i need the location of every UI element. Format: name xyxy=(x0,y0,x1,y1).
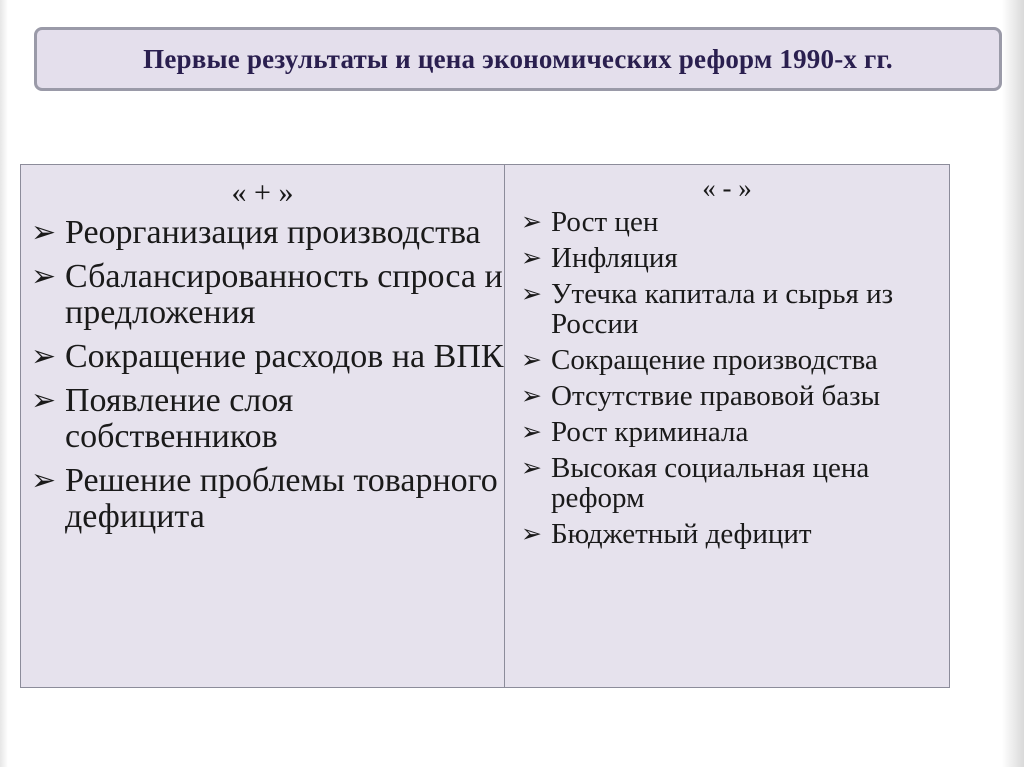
slide-left-edge xyxy=(0,0,8,767)
arrowhead-bullet-icon: ➢ xyxy=(31,383,57,418)
list-item-text: Бюджетный дефицит xyxy=(551,518,812,550)
list-item xyxy=(31,339,504,375)
list-item-text: Отсутствие правовой базы xyxy=(551,380,881,412)
list-item-text: Сокращение расходов на ВПК xyxy=(65,338,504,375)
list-item xyxy=(521,345,949,375)
arrowhead-bullet-icon: ➢ xyxy=(521,207,542,236)
list-item xyxy=(31,215,504,251)
cons-list xyxy=(521,207,949,549)
list-item xyxy=(521,243,949,273)
arrowhead-bullet-icon: ➢ xyxy=(521,453,542,482)
arrowhead-bullet-icon: ➢ xyxy=(31,339,57,374)
list-item xyxy=(31,463,504,535)
arrowhead-bullet-icon: ➢ xyxy=(31,259,57,294)
pros-list xyxy=(31,215,504,535)
arrowhead-bullet-icon: ➢ xyxy=(31,463,57,498)
arrowhead-bullet-icon: ➢ xyxy=(521,243,542,272)
slide-right-edge xyxy=(1002,0,1024,767)
list-item-text: Решение проблемы товарного дефицита xyxy=(65,462,498,535)
list-item xyxy=(521,453,949,513)
arrowhead-bullet-icon: ➢ xyxy=(521,519,542,548)
list-item-text: Появление слоя собственников xyxy=(65,382,294,455)
list-item xyxy=(31,383,504,455)
pros-column xyxy=(21,165,505,687)
arrowhead-bullet-icon: ➢ xyxy=(31,215,57,250)
list-item-text: Рост цен xyxy=(551,206,659,238)
list-item-text: Рост криминала xyxy=(551,416,749,448)
list-item-text: Высокая социальная цена реформ xyxy=(551,452,870,514)
list-item-text: Инфляция xyxy=(551,242,678,274)
title-box xyxy=(34,27,1002,91)
list-item-text: Сбалансированность спроса и предложения xyxy=(65,258,503,331)
page-title: Первые результаты и цена экономических реформ 1990-х гг. xyxy=(143,43,893,74)
arrowhead-bullet-icon: ➢ xyxy=(521,417,542,446)
list-item xyxy=(31,259,504,331)
arrowhead-bullet-icon: ➢ xyxy=(521,345,542,374)
list-item xyxy=(521,207,949,237)
comparison-table xyxy=(20,164,950,688)
list-item-text: Утечка капитала и сырья из России xyxy=(551,278,894,340)
pros-header: « + » xyxy=(231,176,294,209)
cons-column xyxy=(505,165,949,687)
list-item-text: Реорганизация производства xyxy=(65,214,481,251)
arrowhead-bullet-icon: ➢ xyxy=(521,279,542,308)
list-item-text: Сокращение производства xyxy=(551,344,878,376)
cons-header: « - » xyxy=(702,173,752,203)
arrowhead-bullet-icon: ➢ xyxy=(521,381,542,410)
list-item xyxy=(521,417,949,447)
list-item xyxy=(521,519,949,549)
list-item xyxy=(521,381,949,411)
list-item xyxy=(521,279,949,339)
